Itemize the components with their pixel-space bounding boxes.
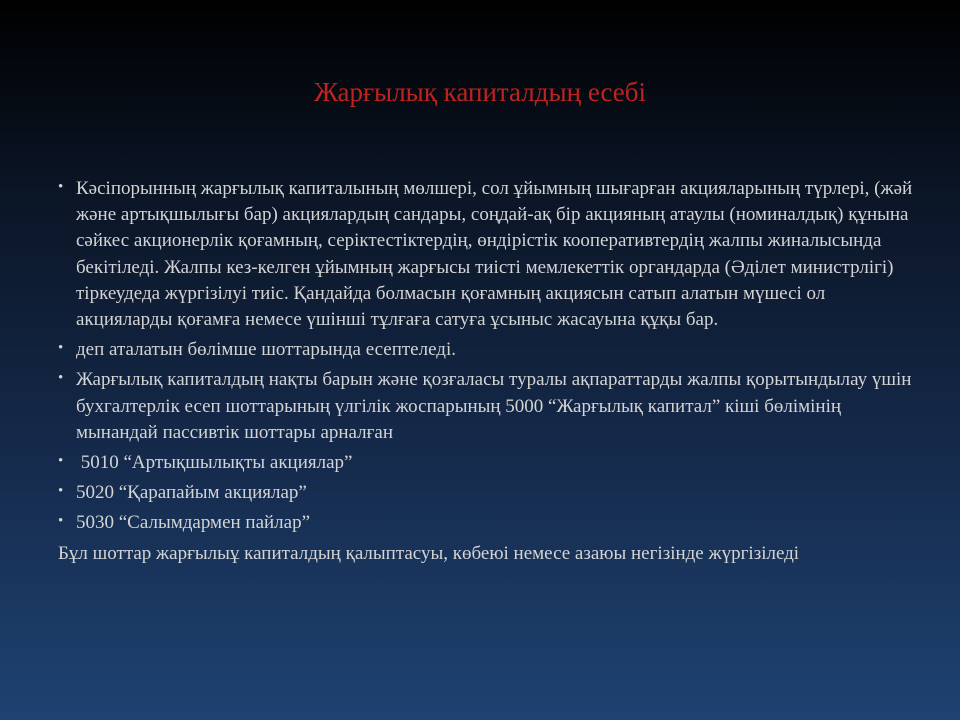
bullet-item: [58, 510, 914, 536]
bullet-text: Кәсіпорынның жарғылық капиталының мөлшері, сол ұйымның шығарған акцияларының түрлері, (жәй және артықшылығы бар) акциялардың сандары, соңдай-ақ бір акцияның атаулы (номиналдық) құнына сәйкес акционерлік қоғамның, серіктестіктердің, өндірістік кооперативтердің жалпы жиналысында бекітіледі. Жалпы кез-келген ұйымның жарғысы тиісті мемлекеттік органдарда (Әділет министрлігі) тіркеудеда жүргізілуі тиіс. Қандайда болмасын қоғамның акциясын сатып алатын мүшесі ол акцияларды қоғамға немесе үшінші тұлғаға сатуға ұсыныс жасауына құқы бар.: [76, 178, 913, 331]
bullet-item: [58, 337, 914, 363]
bullet-item: [58, 450, 914, 476]
bullet-marker: •: [58, 513, 64, 530]
bullet-text: 5020 “Қарапайым акциялар”: [76, 482, 307, 504]
closing-text: Бұл шоттар жарғылыұ капиталдың қалыптасуы, көбеюі немесе азаюы негізінде жүргізіледі: [58, 542, 800, 564]
bullet-text: 5030 “Салымдармен пайлар”: [76, 512, 311, 534]
bullet-text: 5010 “Артықшылықты акциялар”: [76, 452, 353, 474]
slide-title: Жарғылық капиталдың есебі: [313, 77, 647, 107]
bullet-marker: •: [58, 179, 64, 195]
bullet-marker: •: [58, 370, 64, 387]
bullet-marker: •: [58, 340, 64, 357]
slide-content: [58, 176, 914, 567]
bullet-item: [58, 480, 914, 506]
bullet-item: [58, 176, 914, 333]
bullet-marker: •: [58, 453, 64, 470]
bullet-text: деп аталатын бөлімше шоттарында есептеледі.: [76, 339, 456, 361]
bullet-marker: •: [58, 483, 64, 500]
bullet-text: Жарғылық капиталдың нақты барын және қозғаласы туралы ақпараттарды жалпы қорытындылау үшін бухгалтерлік есеп шоттарының үлгілік жоспарының 5000 “Жарғылық капитал” кіші бөлімінің мынандай пассивтік шоттары арналған: [76, 369, 912, 443]
bullet-item: [58, 367, 914, 446]
